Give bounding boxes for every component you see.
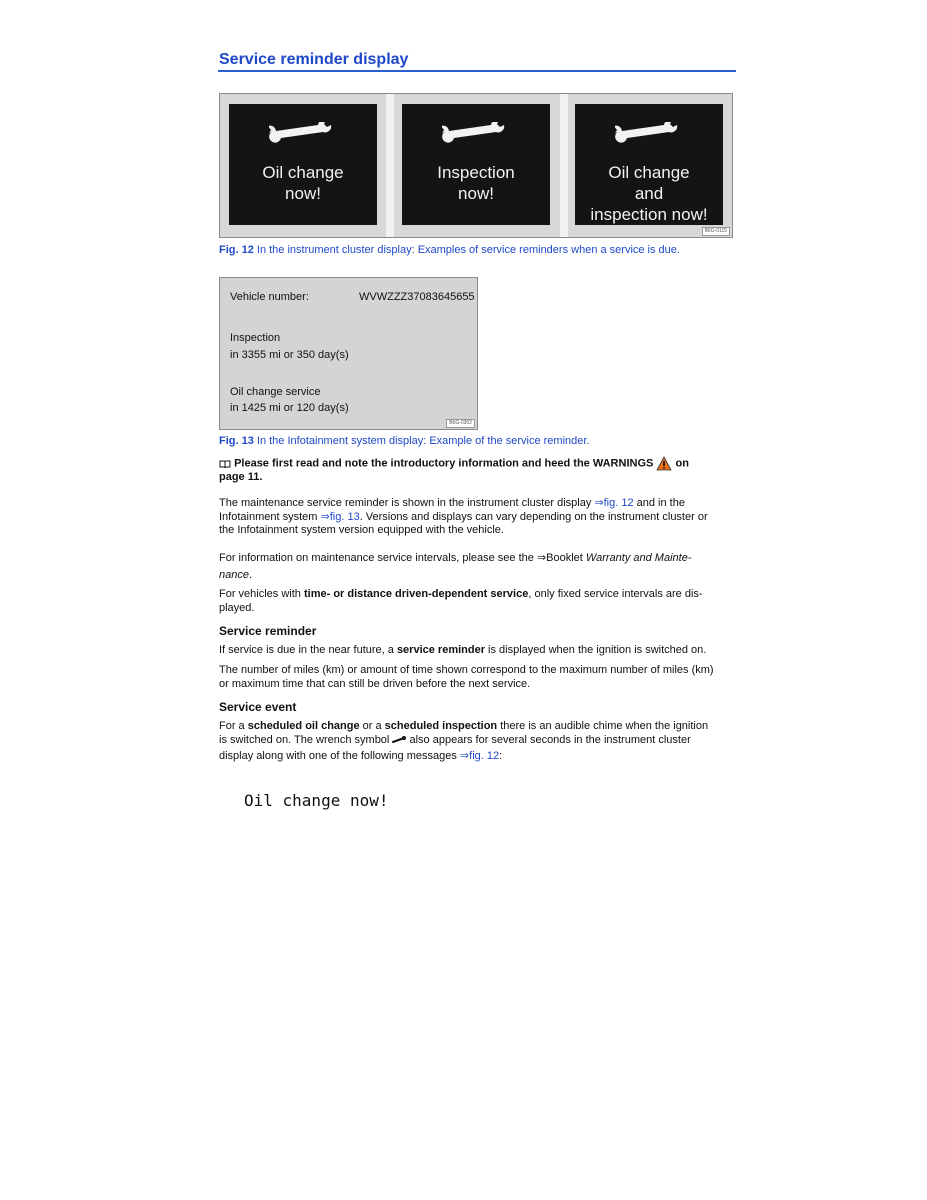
text: or maximum time that can still be driven before the next service. (219, 677, 531, 690)
panel-message: Oil change now! (262, 163, 344, 203)
text: display along with one of the following messages (219, 750, 460, 762)
caption-label: Fig. 13 (219, 435, 254, 447)
figure-code: B6G-0115 (702, 227, 730, 236)
paragraph-fixed-intervals (219, 588, 734, 615)
vehicle-number-label: Vehicle number: (230, 291, 309, 303)
cluster-panel-oil-change (229, 104, 377, 225)
panel-separator (386, 94, 394, 237)
warning-icon (656, 456, 672, 471)
inspection-label: Inspection (230, 332, 281, 344)
booklet-title-cont: nance (219, 569, 249, 581)
display-message: Oil change now! (244, 791, 389, 810)
figure-code: B6G-0302 (446, 419, 475, 428)
oil-change-label: Oil change service (230, 386, 321, 398)
caption-text: In the instrument cluster display: Examples of service reminders when a service is due. (253, 244, 680, 256)
bold-term: time- or distance driven-dependent service (303, 588, 529, 600)
text: : (499, 750, 503, 762)
fig13-link[interactable]: ⇒fig. 13 (320, 510, 360, 523)
text: also appears for several seconds in the instrument cluster (406, 733, 691, 746)
intro-note (219, 456, 734, 485)
text: . Versions and displays can vary depending on the instrument cluster or (359, 510, 708, 523)
paragraph-booklet (219, 550, 734, 584)
text: For vehicles with (219, 588, 304, 600)
figure-13-infotainment (219, 277, 478, 430)
booklet-title: Warranty and Mainte- (585, 552, 692, 564)
text: For a (219, 720, 248, 732)
wrench-icon (442, 122, 510, 148)
text: The maintenance service reminder is shown in the instrument cluster display (219, 497, 595, 509)
note-line2: page 11. (219, 471, 263, 483)
wrench-icon (269, 122, 337, 148)
bold-term: service reminder (396, 644, 485, 656)
panel-message: Oil change and inspection now! (590, 163, 708, 224)
vehicle-number-value: WVWZZZ37083645655 (359, 291, 475, 303)
paragraph-service-event (219, 720, 734, 766)
subheading-service-reminder: Service reminder (219, 624, 317, 638)
text: there is an audible chime when the ignition (497, 720, 709, 732)
wrench-icon (392, 736, 406, 744)
heading-rule (218, 70, 736, 72)
text: played. (219, 601, 255, 614)
subheading-service-event: Service event (219, 700, 297, 714)
text: . (248, 569, 253, 581)
text: Infotainment system (219, 510, 321, 523)
text: , only fixed service intervals are dis- (528, 588, 703, 600)
cluster-panel-inspection (402, 104, 550, 225)
cluster-panel-oil-and-inspection (575, 104, 723, 225)
text: If service is due in the near future, a (219, 644, 397, 656)
wrench-icon (615, 122, 683, 148)
bold-term: scheduled inspection (384, 720, 498, 732)
text: is switched on. The wrench symbol (219, 733, 393, 746)
page-heading: Service reminder display (219, 51, 409, 68)
figure-13-caption (219, 435, 590, 447)
paragraph-service-reminder (219, 644, 734, 658)
fig12-link[interactable]: ⇒fig. 12 (459, 750, 500, 762)
book-icon (219, 459, 231, 469)
text: For information on maintenance service intervals, please see the ⇒Booklet (219, 552, 586, 564)
figure-12-caption (219, 244, 680, 256)
text: and in the (633, 497, 685, 509)
bold-term: scheduled oil change (247, 720, 360, 732)
text: The number of miles (km) or amount of time shown correspond to the maximum number of miles (km) (219, 664, 714, 676)
panel-separator (560, 94, 568, 237)
panel-message: Inspection now! (437, 163, 515, 203)
inspection-value: in 3355 mi or 350 day(s) (230, 349, 349, 361)
caption-label: Fig. 12 (219, 244, 254, 256)
paragraph-miles-time (219, 664, 734, 691)
text: is displayed when the ignition is switched on. (485, 644, 707, 656)
text: the Infotainment system version equipped with the vehicle. (219, 524, 504, 536)
text: or a (359, 720, 385, 732)
paragraph-display-locations (219, 497, 734, 538)
caption-text: In the Infotainment system display: Example of the service reminder. (253, 435, 590, 447)
figure-12-service-reminders (219, 93, 733, 238)
note-tail: on (675, 457, 689, 470)
oil-change-value: in 1425 mi or 120 day(s) (230, 402, 349, 414)
fig12-link[interactable]: ⇒fig. 12 (594, 497, 634, 509)
note-text: Please first read and note the introductory information and heed the WARNINGS (234, 457, 654, 470)
